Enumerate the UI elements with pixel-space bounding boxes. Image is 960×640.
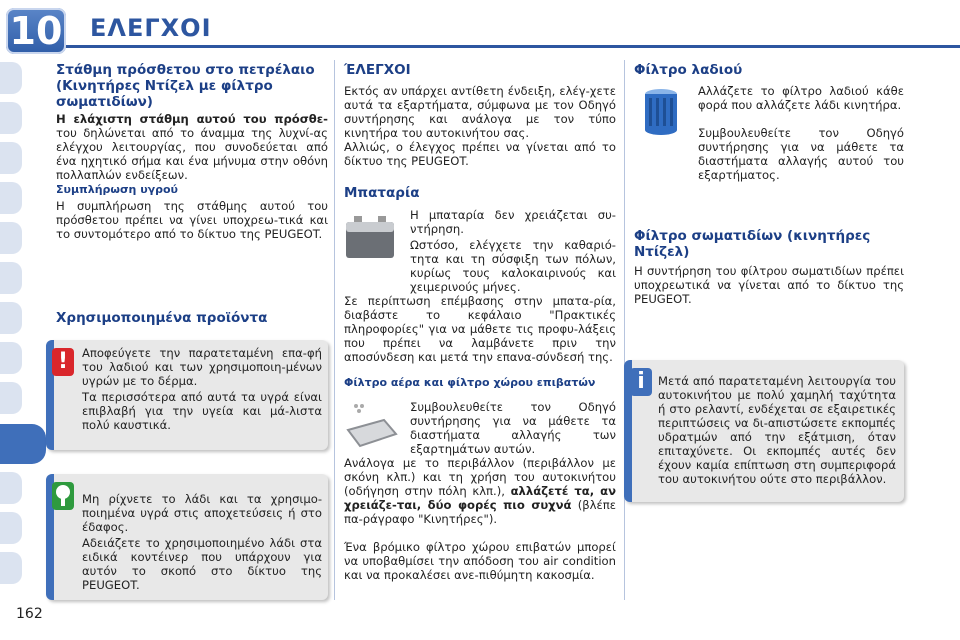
chapter-tab-active[interactable] bbox=[0, 424, 46, 464]
info-box bbox=[624, 360, 904, 502]
column-divider bbox=[624, 60, 625, 600]
dpf-heading: Φίλτρο σωματιδίων (κινητήρες Ντίζελ) bbox=[634, 228, 871, 260]
cabin-filter-icon bbox=[344, 400, 400, 454]
dpf-text: Η συντήρηση του φίλτρου σωματιδίων πρέπει υποχρεωτικά να γίνεται από το δίκτυο της PEUGEOT. bbox=[634, 264, 904, 306]
page-title: ΕΛΕΓΧΟΙ bbox=[90, 14, 212, 42]
battery-text-1: Η μπαταρία δεν χρειάζεται συ-ντήρηση. bbox=[410, 208, 616, 236]
fap-additive-text bbox=[56, 112, 328, 182]
chapter-tab[interactable] bbox=[0, 552, 22, 584]
filters-text-2c: (βλέπε πα-ράγραφο "Κινητήρες"). bbox=[344, 498, 617, 526]
filters-text-3: Ένα βρόμικο φίλτρο χώρου επιβατών μπορεί να υποβαθμίσει την απόδοση του air condition και να προκαλέσει ανε-πιθύμητη κακοσμία. bbox=[344, 540, 616, 582]
tree-icon bbox=[52, 482, 74, 510]
chapter-tab[interactable] bbox=[0, 302, 22, 334]
oil-filter-text-2: Συμβουλευθείτε τον Οδηγό συντήρησης για να μάθετε τα διαστήματα αλλαγής αυτού του εξαρτήματος. bbox=[698, 126, 904, 182]
chapter-tab[interactable] bbox=[0, 142, 22, 174]
chapter-number-badge: 10 bbox=[6, 8, 66, 54]
chapter-tab[interactable] bbox=[0, 182, 22, 214]
battery-heading: Μπαταρία bbox=[344, 185, 420, 201]
filters-text-2a: Ανάλογα με το περιβάλλον (περιβάλλον με σκόνη κλπ.) και τη χρήση του αυτοκινήτου (οδήγηση στην πόλη κλπ.), bbox=[344, 456, 616, 498]
refill-heading: Συμπλήρωση υγρού bbox=[56, 183, 178, 196]
chapter-tab[interactable] bbox=[0, 512, 22, 544]
filters-text-2 bbox=[344, 456, 616, 526]
column-divider bbox=[334, 60, 335, 600]
fap-additive-heading: Στάθμη πρόσθετου στο πετρέλαιο (Κινητήρες Ντίζελ με φίλτρο σωματιδίων) bbox=[56, 62, 315, 110]
battery-text-3: Σε περίπτωση επέμβασης στην μπατα-ρία, διαβάστε το κεφάλαιο "Πρακτικές πληροφορίες" για να μάθετε τις προφυ-λάξεις που πρέπει να λαμβάνετε πριν την αποσύνδεση και μετά την επανα-σύνδεσή της. bbox=[344, 294, 616, 364]
checks-text-2: Αλλιώς, ο έλεγχος πρέπει να γίνεται από το δίκτυο της PEUGEOT. bbox=[344, 140, 616, 168]
checks-heading: ΈΛΕΓΧΟΙ bbox=[344, 62, 411, 78]
warning-text-2: Τα περισσότερα από αυτά τα υγρά είναι επιβλαβή για την υγεία και μά-λιστα πολύ καυστικά. bbox=[82, 390, 322, 432]
used-products-heading: Χρησιμοποιημένα προϊόντα bbox=[56, 310, 268, 326]
filters-heading: Φίλτρο αέρα και φίλτρο χώρου επιβατών bbox=[344, 376, 596, 389]
fap-additive-text-bold: Η ελάχιστη στάθμη αυτού του πρόσθε- bbox=[56, 112, 328, 126]
environment-text-1: Μη ρίχνετε το λάδι και τα χρησιμο-ποιημένα υγρά στις αποχετεύσεις ή στο έδαφος. bbox=[82, 492, 322, 534]
header-rule bbox=[66, 45, 960, 48]
chapter-tab[interactable] bbox=[0, 62, 22, 94]
fap-additive-text-rest: του δηλώνεται από το άναμμα της λυχνί-ας ελέγχου λειτουργίας, που συνοδεύεται από ένα ηχητικό σήμα και ένα μήνυμα στην οθόνη πολλαπλών ενδείξεων. bbox=[56, 126, 328, 182]
info-text: Μετά από παρατεταμένη λειτουργία του αυτοκινήτου με πολύ χαμηλή ταχύτητα ή στο ρελαντί, ενδέχεται σε εξαιρετικές περιπτώσεις να δι-απιστώσετε εκπομπές υδρατμών από την εξάτμιση, όταν επιταχύνετε. Οι εκπομπές αυτές δεν έχουν καμία επίπτωση στη συμπεριφορά του αυτοκινήτου ούτε στο περιβάλλον. bbox=[658, 374, 896, 486]
chapter-tab[interactable] bbox=[0, 262, 22, 294]
page-number: 162 bbox=[16, 606, 43, 622]
chapter-tab[interactable] bbox=[0, 222, 22, 254]
chapter-tab[interactable] bbox=[0, 102, 22, 134]
info-icon: i bbox=[630, 368, 652, 396]
refill-text: Η συμπλήρωση της στάθμης αυτού του πρόσθετου πρέπει να γίνει υποχρεω-τικά και το συντομότερο από το δίκτυο της PEUGEOT. bbox=[56, 199, 328, 241]
warning-text-1: Αποφεύγετε την παρατεταμένη επα-φή του λαδιού και των χρησιμοποιη-μένων υγρών με το δέρμα. bbox=[82, 346, 322, 388]
environment-text-2: Αδειάζετε το χρησιμοποιημένο λάδι στα ειδικά κοντέινερ που υπάρχουν για αυτόν το σκοπό στο δίκτυο της PEUGEOT. bbox=[82, 536, 322, 592]
filters-text-2b: αλλάζετέ τα, αν χρειάζε-ται, δύο φορές πιο συχνά bbox=[344, 484, 616, 512]
environment-box bbox=[46, 474, 328, 600]
oil-filter-heading: Φίλτρο λαδιού bbox=[634, 62, 743, 78]
oil-filter-text-1: Αλλάζετε το φίλτρο λαδιού κάθε φορά που αλλάζετε λάδι κινητήρα. bbox=[698, 84, 904, 112]
warning-icon: ! bbox=[52, 348, 74, 376]
chapter-tab[interactable] bbox=[0, 472, 22, 504]
chapter-tab[interactable] bbox=[0, 382, 22, 414]
warning-box bbox=[46, 340, 328, 450]
checks-text-1: Εκτός αν υπάρχει αντίθετη ένδειξη, ελέγ-χετε αυτά τα εξαρτήματα, σύμφωνα με τον Οδηγό συντήρησης και ανάλογα με τον τύπο κινητήρα του αυτοκινήτου σας. bbox=[344, 84, 616, 140]
battery-text-2: Ωστόσο, ελέγχετε την καθαριό-τητα και τη σύσφιξη των πόλων, κυρίως τους καλοκαιρινούς και χειμερινούς μήνες. bbox=[410, 238, 616, 294]
battery-icon bbox=[344, 212, 396, 262]
filters-text-1: Συμβουλευθείτε τον Οδηγό συντήρησης για να μάθετε τα διαστήματα αλλαγής των εξαρτημάτων αυτών. bbox=[410, 400, 616, 456]
chapter-tab[interactable] bbox=[0, 342, 22, 374]
oil-filter-icon bbox=[640, 86, 682, 138]
